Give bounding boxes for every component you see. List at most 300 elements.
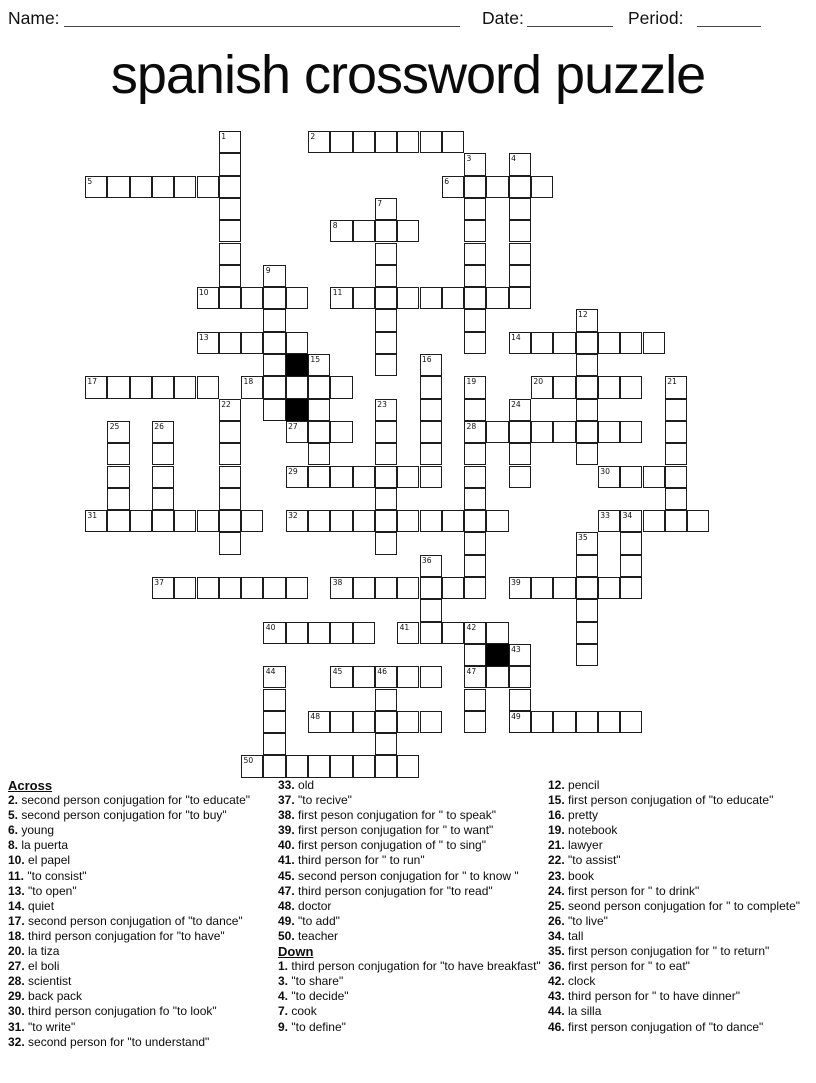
grid-cell[interactable] bbox=[308, 399, 330, 421]
grid-cell[interactable] bbox=[620, 376, 642, 398]
grid-cell[interactable] bbox=[197, 376, 219, 398]
grid-cell[interactable] bbox=[620, 711, 642, 733]
grid-cell[interactable] bbox=[464, 510, 486, 532]
clue-number: 21 bbox=[667, 377, 677, 387]
grid-cell[interactable] bbox=[464, 153, 486, 175]
grid-cell[interactable] bbox=[486, 287, 508, 309]
clue-item: 5. second person conjugation for "to buy" bbox=[8, 808, 227, 823]
grid-cell[interactable] bbox=[219, 466, 241, 488]
grid-cell[interactable] bbox=[420, 510, 442, 532]
grid-cell[interactable] bbox=[687, 510, 709, 532]
grid-cell[interactable] bbox=[241, 376, 263, 398]
grid-cell[interactable] bbox=[397, 220, 419, 242]
grid-cell[interactable] bbox=[353, 666, 375, 688]
grid-cell[interactable] bbox=[375, 131, 397, 153]
grid-cell[interactable] bbox=[197, 287, 219, 309]
grid-cell[interactable] bbox=[486, 421, 508, 443]
grid-cell[interactable] bbox=[553, 577, 575, 599]
clue-item: 38. first peson conjugation for " to speak" bbox=[278, 808, 496, 823]
grid-cell[interactable] bbox=[353, 510, 375, 532]
grid-cell[interactable] bbox=[420, 666, 442, 688]
clue-number: 49 bbox=[511, 711, 521, 721]
grid-cell[interactable] bbox=[375, 733, 397, 755]
grid-cell[interactable] bbox=[509, 466, 531, 488]
grid-cell[interactable] bbox=[420, 711, 442, 733]
grid-cell[interactable] bbox=[442, 176, 464, 198]
grid-cell[interactable] bbox=[85, 376, 107, 398]
grid-cell[interactable] bbox=[286, 332, 308, 354]
grid-cell[interactable] bbox=[130, 510, 152, 532]
grid-cell[interactable] bbox=[375, 510, 397, 532]
grid-cell[interactable] bbox=[263, 733, 285, 755]
clue-item: 29. back pack bbox=[8, 989, 83, 1004]
grid-cell[interactable] bbox=[442, 131, 464, 153]
clue-item: 37. "to recive" bbox=[278, 793, 352, 808]
grid-cell[interactable] bbox=[241, 510, 263, 532]
grid-cell[interactable] bbox=[397, 131, 419, 153]
grid-cell[interactable] bbox=[263, 755, 285, 777]
grid-cell[interactable] bbox=[420, 131, 442, 153]
grid-cell[interactable] bbox=[353, 622, 375, 644]
grid-cell[interactable] bbox=[375, 354, 397, 376]
grid-cell[interactable] bbox=[375, 287, 397, 309]
clue-number: 39 bbox=[511, 578, 521, 587]
grid-cell[interactable] bbox=[464, 265, 486, 287]
grid-cell[interactable] bbox=[598, 466, 620, 488]
grid-cell[interactable] bbox=[197, 510, 219, 532]
grid-cell[interactable] bbox=[85, 510, 107, 532]
grid-cell[interactable] bbox=[464, 198, 486, 220]
grid-cell[interactable] bbox=[308, 755, 330, 777]
grid-cell[interactable] bbox=[286, 376, 308, 398]
grid-cell[interactable] bbox=[464, 666, 486, 688]
grid-cell[interactable] bbox=[375, 466, 397, 488]
clue-item: 30. third person conjugation fo "to look" bbox=[8, 1004, 217, 1019]
grid-cell[interactable] bbox=[442, 287, 464, 309]
grid-cell[interactable] bbox=[263, 711, 285, 733]
grid-cell[interactable] bbox=[397, 577, 419, 599]
grid-cell[interactable] bbox=[219, 532, 241, 554]
clue-column bbox=[8, 778, 276, 1050]
grid-cell[interactable] bbox=[643, 332, 665, 354]
grid-cell[interactable] bbox=[553, 332, 575, 354]
grid-cell[interactable] bbox=[375, 399, 397, 421]
grid-cell[interactable] bbox=[486, 176, 508, 198]
grid-cell[interactable] bbox=[152, 510, 174, 532]
grid-cell[interactable] bbox=[85, 176, 107, 198]
grid-cell[interactable] bbox=[598, 376, 620, 398]
grid-cell[interactable] bbox=[107, 488, 129, 510]
grid-cell[interactable] bbox=[620, 577, 642, 599]
clue-number: 17 bbox=[87, 377, 98, 387]
grid-cell[interactable] bbox=[397, 755, 419, 777]
grid-cell[interactable] bbox=[197, 577, 219, 599]
grid-cell[interactable] bbox=[174, 577, 196, 599]
grid-cell[interactable] bbox=[330, 421, 352, 443]
grid-cell[interactable] bbox=[286, 577, 308, 599]
grid-cell[interactable] bbox=[219, 421, 241, 443]
grid-cell[interactable] bbox=[442, 577, 464, 599]
grid-cell[interactable] bbox=[330, 577, 352, 599]
clue-item: 1. third person conjugation for "to have breakfast" bbox=[278, 959, 541, 974]
grid-cell[interactable] bbox=[464, 399, 486, 421]
clue-item: 27. el boli bbox=[8, 959, 60, 974]
grid-cell[interactable] bbox=[420, 555, 442, 577]
clue-item: 36. first person for " to eat" bbox=[548, 959, 690, 974]
grid-cell[interactable] bbox=[330, 376, 352, 398]
grid-cell[interactable] bbox=[509, 421, 531, 443]
grid-cell[interactable] bbox=[576, 332, 598, 354]
clue-item: 13. "to open" bbox=[8, 883, 77, 898]
grid-cell[interactable] bbox=[263, 399, 285, 421]
grid-cell[interactable] bbox=[330, 510, 352, 532]
grid-cell[interactable] bbox=[442, 510, 464, 532]
grid-cell[interactable] bbox=[531, 711, 553, 733]
clue-item: 45. second person conjugation for " to know " bbox=[278, 868, 519, 883]
grid-cell[interactable] bbox=[420, 376, 442, 398]
grid-cell[interactable] bbox=[219, 153, 241, 175]
grid-cell[interactable] bbox=[397, 711, 419, 733]
grid-cell[interactable] bbox=[375, 532, 397, 554]
grid-cell[interactable] bbox=[330, 466, 352, 488]
grid-cell[interactable] bbox=[308, 510, 330, 532]
clue-item: 47. third person conjugation for "to read" bbox=[278, 883, 493, 898]
grid-cell[interactable] bbox=[353, 466, 375, 488]
grid-cell[interactable] bbox=[219, 399, 241, 421]
grid-cell[interactable] bbox=[643, 466, 665, 488]
clue-item: 39. first person conjugation for " to want" bbox=[278, 823, 494, 838]
grid-cell[interactable] bbox=[375, 755, 397, 777]
grid-cell[interactable] bbox=[263, 689, 285, 711]
grid-cell[interactable] bbox=[263, 265, 285, 287]
grid-cell[interactable] bbox=[486, 622, 508, 644]
grid-cell[interactable] bbox=[576, 622, 598, 644]
grid-cell[interactable] bbox=[375, 309, 397, 331]
grid-cell[interactable] bbox=[174, 176, 196, 198]
grid-cell[interactable] bbox=[241, 287, 263, 309]
grid-cell[interactable] bbox=[375, 689, 397, 711]
grid-cell[interactable] bbox=[509, 287, 531, 309]
grid-cell[interactable] bbox=[263, 622, 285, 644]
clue-item: 3. "to share" bbox=[278, 974, 344, 989]
grid-cell[interactable] bbox=[665, 510, 687, 532]
clue-number: 36 bbox=[421, 555, 432, 565]
grid-cell[interactable] bbox=[598, 332, 620, 354]
grid-cell[interactable] bbox=[375, 666, 397, 688]
grid-cell[interactable] bbox=[553, 421, 575, 443]
grid-cell[interactable] bbox=[464, 644, 486, 666]
grid-cell[interactable] bbox=[464, 466, 486, 488]
grid-cell[interactable] bbox=[107, 443, 129, 465]
grid-cell[interactable] bbox=[464, 243, 486, 265]
grid-cell[interactable] bbox=[598, 577, 620, 599]
grid-cell[interactable] bbox=[174, 376, 196, 398]
grid-cell[interactable] bbox=[509, 243, 531, 265]
grid-cell[interactable] bbox=[219, 287, 241, 309]
grid-cell[interactable] bbox=[107, 466, 129, 488]
grid-cell[interactable] bbox=[286, 755, 308, 777]
grid-cell[interactable] bbox=[509, 577, 531, 599]
black-cell bbox=[286, 354, 308, 376]
grid-cell[interactable] bbox=[486, 510, 508, 532]
grid-cell[interactable] bbox=[308, 354, 330, 376]
grid-cell[interactable] bbox=[375, 198, 397, 220]
grid-cell[interactable] bbox=[464, 421, 486, 443]
grid-cell[interactable] bbox=[464, 689, 486, 711]
grid-cell[interactable] bbox=[420, 622, 442, 644]
grid-cell[interactable] bbox=[330, 666, 352, 688]
grid-cell[interactable] bbox=[531, 332, 553, 354]
grid-cell[interactable] bbox=[665, 421, 687, 443]
grid-cell[interactable] bbox=[464, 176, 486, 198]
grid-cell[interactable] bbox=[464, 332, 486, 354]
grid-cell[interactable] bbox=[553, 376, 575, 398]
clue-item: 22. "to assist" bbox=[548, 853, 621, 868]
grid-cell[interactable] bbox=[286, 622, 308, 644]
clue-number: 14 bbox=[511, 332, 521, 342]
grid-cell[interactable] bbox=[509, 666, 531, 688]
clue-number: 2 bbox=[310, 132, 316, 141]
clue-number: 31 bbox=[87, 511, 98, 521]
grid-cell[interactable] bbox=[107, 176, 129, 198]
grid-cell[interactable] bbox=[665, 488, 687, 510]
grid-cell[interactable] bbox=[330, 287, 352, 309]
grid-cell[interactable] bbox=[509, 176, 531, 198]
grid-cell[interactable] bbox=[464, 555, 486, 577]
grid-cell[interactable] bbox=[509, 265, 531, 287]
grid-cell[interactable] bbox=[576, 376, 598, 398]
grid-cell[interactable] bbox=[375, 332, 397, 354]
grid-cell[interactable] bbox=[330, 622, 352, 644]
grid-cell[interactable] bbox=[219, 332, 241, 354]
grid-cell[interactable] bbox=[219, 265, 241, 287]
grid-cell[interactable] bbox=[308, 711, 330, 733]
grid-cell[interactable] bbox=[219, 443, 241, 465]
grid-cell[interactable] bbox=[509, 689, 531, 711]
grid-cell[interactable] bbox=[531, 577, 553, 599]
grid-cell[interactable] bbox=[263, 376, 285, 398]
grid-cell[interactable] bbox=[509, 443, 531, 465]
grid-cell[interactable] bbox=[620, 466, 642, 488]
grid-cell[interactable] bbox=[174, 510, 196, 532]
grid-cell[interactable] bbox=[375, 577, 397, 599]
grid-cell[interactable] bbox=[375, 711, 397, 733]
grid-cell[interactable] bbox=[464, 376, 486, 398]
date-blank-line bbox=[527, 26, 613, 27]
grid-cell[interactable] bbox=[152, 376, 174, 398]
grid-cell[interactable] bbox=[263, 577, 285, 599]
clue-number: 20 bbox=[533, 377, 544, 387]
grid-cell[interactable] bbox=[397, 622, 419, 644]
grid-cell[interactable] bbox=[375, 421, 397, 443]
grid-cell[interactable] bbox=[308, 466, 330, 488]
grid-cell[interactable] bbox=[620, 421, 642, 443]
grid-cell[interactable] bbox=[197, 332, 219, 354]
grid-cell[interactable] bbox=[286, 287, 308, 309]
grid-cell[interactable] bbox=[353, 131, 375, 153]
grid-cell[interactable] bbox=[375, 265, 397, 287]
grid-cell[interactable] bbox=[420, 443, 442, 465]
grid-cell[interactable] bbox=[464, 488, 486, 510]
clue-item: 28. scientist bbox=[8, 974, 72, 989]
grid-cell[interactable] bbox=[353, 220, 375, 242]
clue-item: 46. first person conjugation of "to dance" bbox=[548, 1019, 764, 1034]
grid-cell[interactable] bbox=[442, 622, 464, 644]
grid-cell[interactable] bbox=[531, 376, 553, 398]
grid-cell[interactable] bbox=[665, 399, 687, 421]
grid-cell[interactable] bbox=[219, 243, 241, 265]
grid-cell[interactable] bbox=[665, 443, 687, 465]
grid-cell[interactable] bbox=[375, 220, 397, 242]
grid-cell[interactable] bbox=[420, 399, 442, 421]
grid-cell[interactable] bbox=[263, 666, 285, 688]
grid-cell[interactable] bbox=[531, 176, 553, 198]
grid-cell[interactable] bbox=[665, 466, 687, 488]
grid-cell[interactable] bbox=[219, 198, 241, 220]
grid-cell[interactable] bbox=[464, 532, 486, 554]
grid-cell[interactable] bbox=[107, 376, 129, 398]
clue-section-header: Down bbox=[278, 944, 314, 960]
grid-cell[interactable] bbox=[598, 421, 620, 443]
grid-cell[interactable] bbox=[509, 332, 531, 354]
grid-cell[interactable] bbox=[308, 443, 330, 465]
period-blank-line bbox=[697, 26, 761, 27]
grid-cell[interactable] bbox=[107, 510, 129, 532]
grid-cell[interactable] bbox=[375, 243, 397, 265]
grid-cell[interactable] bbox=[620, 332, 642, 354]
grid-cell[interactable] bbox=[241, 577, 263, 599]
grid-cell[interactable] bbox=[576, 532, 598, 554]
grid-cell[interactable] bbox=[263, 354, 285, 376]
grid-cell[interactable] bbox=[598, 711, 620, 733]
grid-cell[interactable] bbox=[420, 421, 442, 443]
grid-cell[interactable] bbox=[464, 443, 486, 465]
clue-number: 23 bbox=[377, 399, 387, 409]
grid-cell[interactable] bbox=[308, 421, 330, 443]
grid-cell[interactable] bbox=[464, 220, 486, 242]
clue-item: 23. book bbox=[548, 868, 595, 883]
clue-number: 9 bbox=[265, 265, 271, 275]
grid-cell[interactable] bbox=[263, 309, 285, 331]
grid-cell[interactable] bbox=[576, 399, 598, 421]
grid-cell[interactable] bbox=[353, 577, 375, 599]
grid-cell[interactable] bbox=[509, 198, 531, 220]
grid-cell[interactable] bbox=[576, 443, 598, 465]
grid-cell[interactable] bbox=[397, 510, 419, 532]
grid-cell[interactable] bbox=[464, 622, 486, 644]
grid-cell[interactable] bbox=[308, 622, 330, 644]
grid-cell[interactable] bbox=[353, 755, 375, 777]
grid-cell[interactable] bbox=[576, 599, 598, 621]
grid-cell[interactable] bbox=[420, 599, 442, 621]
grid-cell[interactable] bbox=[598, 510, 620, 532]
clue-item: 10. el papel bbox=[8, 853, 71, 868]
grid-cell[interactable] bbox=[330, 711, 352, 733]
grid-cell[interactable] bbox=[420, 287, 442, 309]
grid-cell[interactable] bbox=[375, 443, 397, 465]
grid-cell[interactable] bbox=[576, 555, 598, 577]
grid-cell[interactable] bbox=[464, 577, 486, 599]
grid-cell[interactable] bbox=[576, 309, 598, 331]
grid-cell[interactable] bbox=[286, 421, 308, 443]
grid-cell[interactable] bbox=[576, 421, 598, 443]
grid-cell[interactable] bbox=[130, 176, 152, 198]
grid-cell[interactable] bbox=[576, 644, 598, 666]
grid-cell[interactable] bbox=[464, 287, 486, 309]
grid-cell[interactable] bbox=[420, 354, 442, 376]
grid-cell[interactable] bbox=[464, 309, 486, 331]
grid-cell[interactable] bbox=[576, 577, 598, 599]
grid-cell[interactable] bbox=[553, 711, 575, 733]
grid-cell[interactable] bbox=[576, 711, 598, 733]
grid-cell[interactable] bbox=[620, 555, 642, 577]
grid-cell[interactable] bbox=[330, 131, 352, 153]
grid-cell[interactable] bbox=[219, 220, 241, 242]
grid-cell[interactable] bbox=[286, 466, 308, 488]
grid-cell[interactable] bbox=[620, 532, 642, 554]
grid-cell[interactable] bbox=[620, 510, 642, 532]
grid-cell[interactable] bbox=[509, 220, 531, 242]
grid-cell[interactable] bbox=[263, 332, 285, 354]
grid-cell[interactable] bbox=[643, 510, 665, 532]
grid-cell[interactable] bbox=[241, 755, 263, 777]
grid-cell[interactable] bbox=[420, 466, 442, 488]
clue-item: 44. la silla bbox=[548, 1004, 602, 1019]
grid-cell[interactable] bbox=[197, 176, 219, 198]
grid-cell[interactable] bbox=[152, 488, 174, 510]
grid-cell[interactable] bbox=[509, 153, 531, 175]
grid-cell[interactable] bbox=[486, 666, 508, 688]
grid-cell[interactable] bbox=[576, 354, 598, 376]
grid-cell[interactable] bbox=[130, 376, 152, 398]
grid-cell[interactable] bbox=[219, 488, 241, 510]
clue-item: 49. "to add" bbox=[278, 913, 340, 928]
grid-cell[interactable] bbox=[464, 711, 486, 733]
grid-cell[interactable] bbox=[286, 510, 308, 532]
grid-cell[interactable] bbox=[219, 510, 241, 532]
grid-cell[interactable] bbox=[219, 176, 241, 198]
grid-cell[interactable] bbox=[665, 376, 687, 398]
grid-cell[interactable] bbox=[152, 176, 174, 198]
grid-cell[interactable] bbox=[531, 421, 553, 443]
grid-cell[interactable] bbox=[308, 376, 330, 398]
grid-cell[interactable] bbox=[330, 755, 352, 777]
grid-cell[interactable] bbox=[152, 577, 174, 599]
grid-cell[interactable] bbox=[152, 466, 174, 488]
grid-cell[interactable] bbox=[330, 220, 352, 242]
clue-number: 29 bbox=[288, 466, 298, 476]
grid-cell[interactable] bbox=[509, 711, 531, 733]
grid-cell[interactable] bbox=[509, 644, 531, 666]
grid-cell[interactable] bbox=[509, 399, 531, 421]
grid-cell[interactable] bbox=[353, 287, 375, 309]
grid-cell[interactable] bbox=[353, 711, 375, 733]
grid-cell[interactable] bbox=[397, 466, 419, 488]
grid-cell[interactable] bbox=[375, 488, 397, 510]
grid-cell[interactable] bbox=[397, 287, 419, 309]
grid-cell[interactable] bbox=[420, 577, 442, 599]
grid-cell[interactable] bbox=[263, 287, 285, 309]
grid-cell[interactable] bbox=[152, 421, 174, 443]
clue-number: 15 bbox=[310, 355, 321, 364]
grid-cell[interactable] bbox=[107, 421, 129, 443]
grid-cell[interactable] bbox=[241, 332, 263, 354]
grid-cell[interactable] bbox=[397, 666, 419, 688]
grid-cell[interactable] bbox=[219, 577, 241, 599]
grid-cell[interactable] bbox=[308, 131, 330, 153]
grid-cell[interactable] bbox=[152, 443, 174, 465]
grid-cell[interactable] bbox=[219, 131, 241, 153]
